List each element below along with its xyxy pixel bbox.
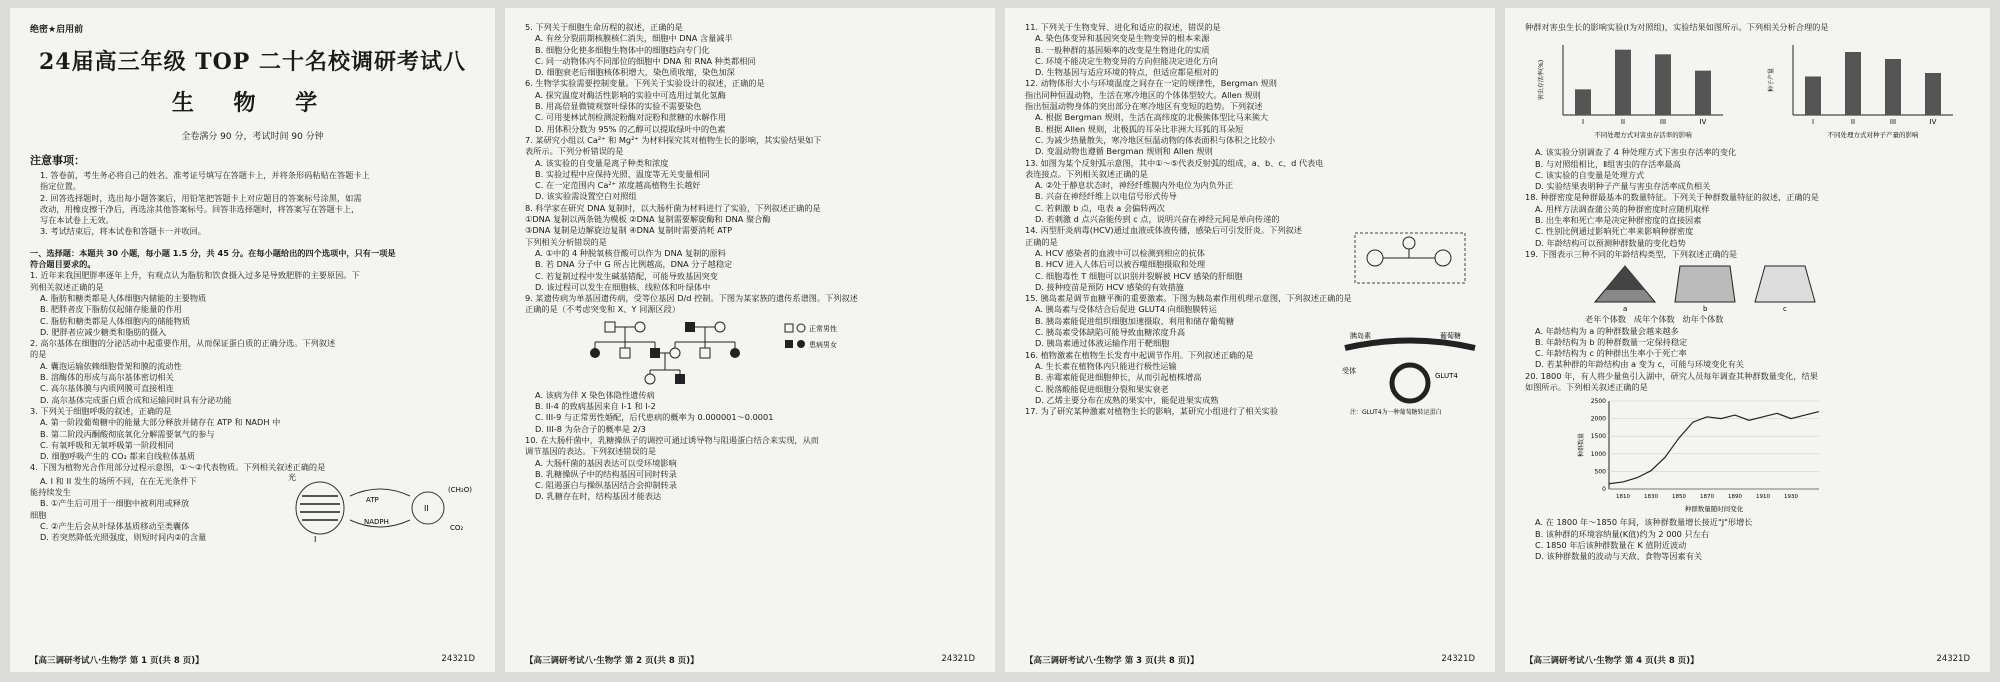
text-line: 调节基因的表达。下列叙述错误的是 xyxy=(525,446,657,457)
page-4 xyxy=(1505,8,1990,672)
x-tick-label: 1910 xyxy=(1756,494,1770,501)
text-line: D. 若刺激 d 点兴奋能传到 c 点，说明兴奋在神经元间是单向传递的 xyxy=(1035,214,1280,225)
text-line: D. III-8 为杂合子的概率是 2/3 xyxy=(535,423,646,434)
label-glut4: GLUT4 xyxy=(1435,372,1458,380)
text-line: 12. 动物体形大小与环境温度之间存在一定的规律性，Bergman 规则 xyxy=(1025,78,1277,89)
text-line: C. 可用斐林试剂检测淀粉酶对淀粉和蔗糖的水解作用 xyxy=(535,112,727,123)
x-tick-label: IV xyxy=(1929,118,1937,127)
text-line: 8. 科学家在研究 DNA 复制时，以大肠杆菌为材料进行了实验，下列叙述正确的是 xyxy=(525,202,821,213)
notice-line: 指定位置。 xyxy=(40,181,81,192)
text-line: A. 该实验分别调查了 4 种处理方式下害虫存活率的变化 xyxy=(1535,147,1737,158)
text-line: B. 该种群的环境容纳量(K值)约为 2 000 只左右 xyxy=(1535,528,1710,539)
text-line: A. 大肠杆菌的基因表达可以受环境影响 xyxy=(535,457,677,468)
bar xyxy=(1695,71,1711,115)
text-line: 16. 植物激素在植物生长发育中起调节作用。下列叙述正确的是 xyxy=(1025,349,1254,360)
age-pyramids xyxy=(1575,262,1875,312)
text-line: B. 与对照组相比，Ⅱ组害虫的存活率最高 xyxy=(1535,158,1681,169)
text-line: 能持续发生 xyxy=(30,487,71,498)
bar-charts xyxy=(1525,35,1970,145)
text-line: ③DNA 复制是边解旋边复制 ④DNA 复制时需要消耗 ATP xyxy=(525,225,733,236)
text-line: A. 脂肪和糖类都是人体细胞内储能的主要物质 xyxy=(40,292,207,303)
pyramid-label-c: c xyxy=(1783,305,1787,313)
x-tick-label: III xyxy=(1659,118,1667,127)
photosynthesis-diagram xyxy=(280,472,480,546)
text-line: B. 第二阶段丙酮酸彻底氧化分解需要氧气的参与 xyxy=(40,428,215,439)
text-line: C. 细胞毒性 T 细胞可以识别并裂解被 HCV 感染的肝细胞 xyxy=(1035,270,1243,281)
secret-label: 绝密★启用前 xyxy=(30,25,84,35)
pyramid-block xyxy=(1525,262,1970,312)
notice-line: 3. 考试结束后，将本试卷和答题卡一并收回。 xyxy=(40,226,206,237)
page-1 xyxy=(10,8,495,672)
page-footer: 【高三调研考试八·生物学 第 3 页(共 8 页)】 24321D xyxy=(1025,654,1475,666)
text-line: 19. 下图表示三种不同的年龄结构类型，下列叙述正确的是 xyxy=(1525,248,1738,259)
text-line: B. 赤霉素能促进细胞伸长，从而引起植株增高 xyxy=(1035,372,1202,383)
text-line: 1. 近年来我国肥胖率逐年上升，有观点认为脂肪和饮食摄入过多是导致肥胖的主要原因。下 xyxy=(30,270,360,281)
text-line: 正确的是（不考虑突变和 X、Y 同源区段） xyxy=(525,304,681,315)
text-line: B. II-4 的致病基因来自 I-1 和 I-2 xyxy=(535,401,656,412)
x-tick-label: 1890 xyxy=(1728,494,1742,501)
y-tick-label: 0 xyxy=(1602,486,1606,494)
bar xyxy=(1805,77,1821,116)
notice-line: 改动，用橡皮擦干净后，再选涂其他答案标号。回答非选择题时，将答案写在答题卡上， xyxy=(40,203,360,214)
fig-caption: 注：GLUT4为一种葡萄糖转运蛋白 xyxy=(1350,409,1442,416)
text-line: C. 同一动物体内不同部位的细胞中 DNA 和 RNA 种类都相同 xyxy=(535,55,756,66)
text-line: B. 出生率和死亡率是决定种群密度的直接因素 xyxy=(1535,215,1702,226)
text-line: 11. 下列关于生物变异、进化和适应的叙述，错误的是 xyxy=(1025,22,1221,32)
y-axis-label: 害虫存活率(%) xyxy=(1538,60,1545,101)
text-line: D. 年龄结构可以预测种群数量的变化趋势 xyxy=(1535,237,1686,248)
text-line: C. 高尔基体膜与内质网膜可直接相连 xyxy=(40,383,174,394)
text-line: A. 第一阶段葡萄糖中的能量大部分释放并储存在 ATP 和 NADH 中 xyxy=(40,417,281,428)
text-line: C. 年龄结构为 c 的种群出生率小于死亡率 xyxy=(1535,348,1687,359)
text-line: A. HCV 感染者的血液中可以检测到相应的抗体 xyxy=(1035,247,1205,258)
text-line: 9. 某遗传病为单基因遗传病，受等位基因 D/d 控制。下图为某家族的遗传系谱图。下列叙述 xyxy=(525,293,858,304)
question-block xyxy=(30,270,475,473)
bar xyxy=(1845,52,1861,115)
bar xyxy=(1575,90,1591,116)
text-line: D. 细胞衰老后细胞核体积增大，染色质收缩，染色加深 xyxy=(535,67,735,78)
page-footer: 【高三调研考试八·生物学 第 4 页(共 8 页)】 24321D xyxy=(1525,654,1970,666)
text-line: C. 为减少热量散失，寒冷地区恒温动物的体表面积与体积之比较小 xyxy=(1035,134,1276,145)
text-line: B. 胰岛素能促进组织细胞加速摄取、利用和储存葡萄糖 xyxy=(1035,315,1235,326)
text-line: D. 若突然降低光照强度，则短时间内②的含量 xyxy=(40,532,207,543)
label-insulin: 胰岛素 xyxy=(1350,332,1371,340)
bar-chart-1 xyxy=(1535,39,1735,139)
x-tick-label: III xyxy=(1889,118,1897,127)
section-heading-cont: 符合题目要求的。 xyxy=(30,259,96,270)
question-block-2 xyxy=(525,390,975,503)
text-line: 3. 下列关于细胞呼吸的叙述，正确的是 xyxy=(30,405,172,416)
text-line: B. 根据 Allen 规则，北极狐的耳朵比非洲大耳狐的耳朵短 xyxy=(1035,123,1244,134)
pyramid-label-a: a xyxy=(1623,305,1628,313)
line-chart-block xyxy=(1525,395,1970,515)
text-line: C. 在一定范围内 Ca²⁺ 浓度越高植物生长越好 xyxy=(535,180,701,191)
x-tick-label: II xyxy=(1850,118,1856,127)
question-block-mid2 xyxy=(1525,326,1970,394)
label-nadph: NADPH xyxy=(364,517,389,526)
y-tick-label: 1500 xyxy=(1590,433,1606,441)
text-line: 的是 xyxy=(30,349,47,360)
y-axis-label: 种子产量 xyxy=(1768,68,1775,93)
section-heading: 一、选择题：本题共 30 小题，每小题 1.5 分，共 45 分。在每小题给出的四个选项中，只有一项是 xyxy=(30,247,396,258)
text-line: B. 一般种群的基因频率的改变是生物进化的实质 xyxy=(1035,44,1210,55)
text-line: 种群对害虫生长的影响实验(Ⅰ为对照组)，实验结果如图所示。下列相关分析合理的是 xyxy=(1525,22,1829,32)
label-receptor: 受体 xyxy=(1342,367,1356,375)
text-line: A. 生长素在植物体内只能进行极性运输 xyxy=(1035,360,1177,371)
bar xyxy=(1655,55,1671,116)
text-line: A. 根据 Bergman 规则，生活在高纬度的北极熊体型比马来熊大 xyxy=(1035,112,1269,123)
text-line: A. 有丝分裂前期核膜核仁消失，细胞中 DNA 含量减半 xyxy=(535,33,733,44)
bar-chart-2 xyxy=(1765,39,1965,139)
x-tick-label: 1930 xyxy=(1784,494,1798,501)
text-line: A. ②处于静息状态时，神经纤维膜内外电位为内负外正 xyxy=(1035,180,1234,191)
notice-line: 2. 回答选择题时，选出每小题答案后，用铅笔把答题卡上对应题目的答案标号涂黑，如需 xyxy=(40,192,362,203)
text-line: C. III-9 与正常男性婚配，后代患病的概率为 0.000001～0.0001 xyxy=(535,412,774,423)
text-line: 5. 下列关于细胞生命历程的叙述，正确的是 xyxy=(525,22,683,32)
page-2 xyxy=(505,8,995,672)
text-line: 列相关叙述正确的是 xyxy=(30,281,104,292)
text-line: B. ①产生后可用于一细胞中被利用或释放 xyxy=(40,498,190,509)
text-line: B. 兴奋在神经纤维上以电信号形式传导 xyxy=(1035,191,1177,202)
bar xyxy=(1925,73,1941,115)
text-line: 表所示。下列分析错误的是 xyxy=(525,146,624,157)
text-line: C. 性别比例通过影响死亡率来影响种群密度 xyxy=(1535,226,1694,237)
notice-line: 写在本试卷上无效。 xyxy=(40,215,114,226)
text-line: D. 若某种群的年龄结构由 a 变为 c，可能与环境变化有关 xyxy=(1535,359,1744,370)
text-line: 20. 1800 年，有人将少量鱼引入湖中，研究人员每年调查其种群数量变化，结果 xyxy=(1525,370,1818,381)
label-i: I xyxy=(314,534,317,544)
text-line: 细胞 xyxy=(30,509,47,520)
text-line: B. HCV 进入人体后可以被吞噬细胞摄取和处理 xyxy=(1035,259,1206,270)
text-line: D. 该种群数量的波动与天敌、食物等因素有关 xyxy=(1535,551,1703,562)
text-line: A. 该实验的自变量是离子种类和浓度 xyxy=(535,157,669,168)
subject-title: 生 物 学 xyxy=(171,90,334,116)
text-line: B. 溶酶体的形成与高尔基体密切相关 xyxy=(40,372,174,383)
exam-title: 24届高三年级 TOP 二十名校调研考试八 xyxy=(38,49,466,75)
x-tick-label: 1810 xyxy=(1616,494,1630,501)
text-line: B. 若 DNA 分子中 G 所占比例越高，DNA 分子越稳定 xyxy=(535,259,733,270)
y-tick-label: 2500 xyxy=(1590,398,1606,406)
label-glucose: 葡萄糖 xyxy=(1440,332,1461,340)
text-line: A. 该病为伴 X 染色体隐性遗传病 xyxy=(535,389,655,400)
bar xyxy=(1885,59,1901,115)
y-axis-label: 种群数量 xyxy=(1578,433,1585,458)
chart-caption: 不同处理方式对种子产量的影响 xyxy=(1827,131,1919,140)
text-line: D. 肥胖者应减少糖类和脂肪的摄入 xyxy=(40,326,167,337)
text-line: D. 乳糖存在时，结构基因才能表达 xyxy=(535,491,662,502)
x-tick-label: 1830 xyxy=(1644,494,1658,501)
text-line: 指出恒温动物身体的突出部分在寒冷地区有变短的趋势。下列叙述 xyxy=(1025,101,1263,112)
text-line: 10. 在大肠杆菌中，乳糖操纵子的调控可通过诱导物与阻遏蛋白结合来实现，从而 xyxy=(525,434,819,445)
text-line: D. 该实验需设置空白对照组 xyxy=(535,191,637,202)
chart-caption: 不同处理方式对害虫存活率的影响 xyxy=(1594,131,1692,140)
pyramid-label-b: b xyxy=(1703,305,1708,313)
label-atp: ATP xyxy=(366,495,379,504)
question-block-mid xyxy=(1525,147,1970,260)
text-line: B. 用高倍显微镜观察叶绿体的实验不需要染色 xyxy=(535,101,702,112)
series-line xyxy=(1609,412,1819,484)
text-line: 指出同种恒温动物，生活在寒冷地区的个体体型较大。Allen 规则 xyxy=(1025,89,1261,100)
text-line: A. I 和 II 发生的场所不同，在在无光条件下 xyxy=(40,475,197,486)
text-line: D. 乙烯主要分布在成熟的果实中，能促进果实成熟 xyxy=(1035,394,1219,405)
text-line: 4. 下图为植物光合作用部分过程示意图，①～②代表物质。下列相关叙述正确的是 xyxy=(30,462,326,473)
pyramid-legend: 老年个体数 成年个体数 幼年个体数 xyxy=(1585,314,1724,325)
legend-affected: 患病男女 xyxy=(809,340,837,349)
text-line: D. 实验结果表明种子产量与害虫存活率成负相关 xyxy=(1535,181,1711,192)
text-line: 表连接点。下列相关叙述正确的是 xyxy=(1025,168,1148,179)
x-tick-label: I xyxy=(1811,118,1815,127)
text-line: D. 细胞呼吸产生的 CO₂ 都来自线粒体基质 xyxy=(40,451,195,462)
text-line: 18. 种群密度是种群最基本的数量特征。下列关于种群数量特征的叙述，正确的是 xyxy=(1525,192,1819,203)
text-line: 14. 丙型肝炎病毒(HCV)通过血液或体液传播，感染后可引发肝炎。下列叙述 xyxy=(1025,225,1302,236)
y-tick-label: 1000 xyxy=(1590,451,1606,459)
text-line: A. 探究温度对酶活性影响的实验中可选用过氧化氢酶 xyxy=(535,89,726,100)
text-line: A. ①中的 4 种脱氧核苷酸可以作为 DNA 复制的原料 xyxy=(535,247,726,258)
page-3 xyxy=(1005,8,1495,672)
text-line: C. 有氧呼吸和无氧呼吸第一阶段相同 xyxy=(40,439,174,450)
text-line: ①DNA 复制以两条链为模板 ②DNA 复制需要解旋酶和 DNA 聚合酶 xyxy=(525,214,771,225)
text-line: B. 乳糖操纵子中的结构基因可同时转录 xyxy=(535,468,677,479)
pedigree-block xyxy=(525,318,975,388)
text-line: B. 肥胖者皮下脂肪仅起储存能量的作用 xyxy=(40,304,182,315)
question-block-top xyxy=(1525,22,1970,33)
text-line: D. 变温动物也遵循 Bergman 规则和 Allen 规则 xyxy=(1035,146,1213,157)
x-tick-label: IV xyxy=(1699,118,1707,127)
pedigree-diagram xyxy=(585,318,885,388)
text-line: 下列相关分析错误的是 xyxy=(525,236,607,247)
text-line: A. 染色体变异和基因突变是生物变异的根本来源 xyxy=(1035,33,1210,44)
text-line: 17. 为了研究某种激素对植物生长的影响，某研究小组进行了相关实验 xyxy=(1025,406,1279,417)
page-footer: 【高三调研考试八·生物学 第 2 页(共 8 页)】 24321D xyxy=(525,654,975,666)
exam-meta: 全卷满分 90 分，考试时间 90 分钟 xyxy=(181,132,324,142)
x-tick-label: I xyxy=(1581,118,1585,127)
text-line: C. 若复制过程中发生碱基错配，可能导致基因突变 xyxy=(535,270,718,281)
bar xyxy=(1615,50,1631,115)
text-line: C. 胰岛素受体缺陷可能导致血糖浓度升高 xyxy=(1035,327,1186,338)
y-tick-label: 2000 xyxy=(1590,415,1606,423)
chart-caption: 种群数量随时间变化 xyxy=(1684,505,1744,514)
text-line: D. 高尔基体完成蛋白质合成和运输同时具有分泌功能 xyxy=(40,394,232,405)
page-footer: 【高三调研考试八·生物学 第 1 页(共 8 页)】 24321D xyxy=(30,654,475,666)
label-ii: II xyxy=(424,503,429,513)
label-co2: CO₂ xyxy=(450,523,464,532)
text-line: 2. 高尔基体在细胞的分泌活动中起重要作用，从而保证蛋白质的正确分选。下列叙述 xyxy=(30,338,336,349)
text-line: 6. 生物学实验需要控制变量。下列关于实验设计的叙述，正确的是 xyxy=(525,78,765,89)
text-line: C. 1850 年后该种群数量在 K 值附近波动 xyxy=(1535,539,1687,550)
text-line: C. 脂肪和糖类都是人体细胞内的储能物质 xyxy=(40,315,191,326)
text-line: 15. 胰岛素是调节血糖平衡的重要激素。下图为胰岛素作用机理示意图，下列叙述正确的是 xyxy=(1025,293,1352,304)
text-line: A. 在 1800 年～1850 年间，该种群数量增长接近"J"形增长 xyxy=(1535,517,1753,528)
legend-normal: 正常男性 xyxy=(809,324,837,333)
text-line: C. 该实验的自变量是处理方式 xyxy=(1535,169,1645,180)
reflex-arc-diagram xyxy=(1345,223,1475,293)
text-line: A. 胰岛素与受体结合后促进 GLUT4 向细胞膜转运 xyxy=(1035,304,1217,315)
insulin-mechanism-diagram xyxy=(1340,328,1480,418)
text-line: D. 接种疫苗是预防 HCV 感染的有效措施 xyxy=(1035,281,1184,292)
text-line: C. 若刺激 b 点，电表 a 会偏转两次 xyxy=(1035,202,1165,213)
text-line: B. 年龄结构为 b 的种群数量一定保持稳定 xyxy=(1535,336,1688,347)
text-line: C. 阻遏蛋白与操纵基因结合会抑制转录 xyxy=(535,480,677,491)
x-tick-label: 1850 xyxy=(1672,494,1686,501)
y-tick-label: 500 xyxy=(1594,468,1606,476)
notice-list xyxy=(30,170,475,238)
x-tick-label: 1870 xyxy=(1700,494,1714,501)
text-line: 7. 某研究小组以 Ca²⁺ 和 Mg²⁺ 为材料探究其对植物生长的影响，其实验结果如下 xyxy=(525,134,822,145)
text-line: B. 实验过程中应保持光照、温度等无关变量相同 xyxy=(535,168,710,179)
text-line: D. 用体积分数为 95% 的乙醇可以提取绿叶中的色素 xyxy=(535,123,726,134)
notice-title: 注意事项： xyxy=(30,154,85,167)
q4-block xyxy=(30,472,475,546)
text-line: C. ②产生后会从叶绿体基质移动至类囊体 xyxy=(40,520,190,531)
text-line: 如图所示。下列相关叙述正确的是 xyxy=(1525,382,1648,393)
text-line: 正确的是 xyxy=(1025,236,1058,247)
notice-line: 1. 答卷前，考生务必将自己的姓名、准考证号填写在答题卡上，并将条形码粘贴在答题卡上 xyxy=(40,170,370,180)
text-line: A. 年龄结构为 a 的种群数量会越来越多 xyxy=(1535,325,1679,336)
label-light: 光 xyxy=(288,472,296,482)
question-block xyxy=(525,22,975,316)
text-line: D. 胰岛素通过体液运输作用于靶细胞 xyxy=(1035,338,1170,349)
text-line: B. 细胞分化使多细胞生物体中的细胞趋向专门化 xyxy=(535,44,710,55)
q4-options xyxy=(30,476,270,544)
text-line: C. 环境不能决定生物变异的方向但能决定进化方向 xyxy=(1035,55,1218,66)
x-tick-label: II xyxy=(1620,118,1626,127)
text-line: D. 该过程可以发生在细胞核、线粒体和叶绿体中 xyxy=(535,281,711,292)
label-ch2o: (CH₂O) xyxy=(448,485,472,494)
population-line-chart xyxy=(1575,395,1835,513)
question-block-bottom xyxy=(1525,517,1970,562)
text-line: A. 用样方法调查蒲公英的种群密度时应随机取样 xyxy=(1535,203,1710,214)
text-line: D. 生物基因与适应环境的特点，但适应都是相对的 xyxy=(1035,67,1219,78)
text-line: C. 脱落酸能促进细胞分裂和果实衰老 xyxy=(1035,383,1169,394)
text-line: 13. 如图为某个反射弧示意图，其中①～⑤代表反射弧的组成，a、b、c、d 代表电 xyxy=(1025,157,1324,168)
text-line: A. 囊泡运输依赖细胞骨架和膜的流动性 xyxy=(40,360,182,371)
